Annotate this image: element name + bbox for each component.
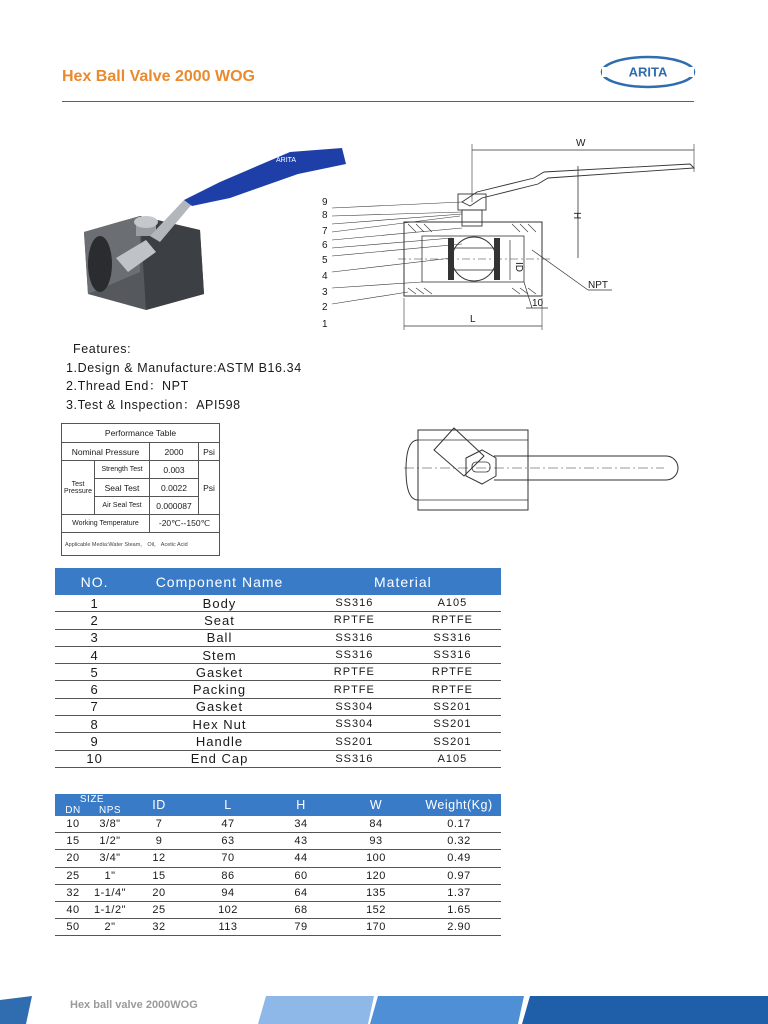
cell-l: 86 bbox=[189, 867, 267, 884]
cell-id: 7 bbox=[129, 816, 189, 833]
cell-weight: 1.65 bbox=[417, 901, 501, 918]
header-l: L bbox=[189, 794, 267, 816]
part-label-1: 1 bbox=[322, 319, 328, 330]
row-material-1: SS316 bbox=[305, 595, 404, 612]
row-material-1: SS304 bbox=[305, 698, 404, 715]
row-name: Ball bbox=[134, 629, 305, 646]
row-name: Stem bbox=[134, 646, 305, 663]
row-material-1: RPTFE bbox=[305, 681, 404, 698]
cell-nps: 1-1/4" bbox=[91, 884, 129, 901]
top-view-drawing bbox=[404, 420, 690, 520]
cell-id: 15 bbox=[129, 867, 189, 884]
handle-logo-text: ARITA bbox=[276, 157, 297, 164]
row-material-2: SS316 bbox=[404, 629, 501, 646]
table-row bbox=[55, 646, 501, 663]
table-row bbox=[55, 901, 501, 918]
cell-id: 32 bbox=[129, 919, 189, 936]
cell-dn: 32 bbox=[55, 884, 91, 901]
row-name: Hex Nut bbox=[134, 716, 305, 733]
cell-h: 68 bbox=[267, 901, 335, 918]
cell-l: 63 bbox=[189, 833, 267, 850]
cell-nps: 1" bbox=[91, 867, 129, 884]
row-no: 5 bbox=[55, 664, 134, 681]
row-material-2: A105 bbox=[404, 750, 501, 767]
cell-w: 170 bbox=[335, 919, 417, 936]
dim-w-label: W bbox=[576, 138, 586, 149]
cell-h: 44 bbox=[267, 850, 335, 867]
table-row bbox=[55, 681, 501, 698]
part-label-7: 7 bbox=[322, 226, 328, 237]
footer-text: Hex ball valve 2000WOG bbox=[70, 999, 198, 1011]
test-pressure-unit: Psi bbox=[199, 461, 220, 515]
header-h: H bbox=[267, 794, 335, 816]
performance-table bbox=[61, 423, 220, 556]
performance-title: Performance Table bbox=[62, 424, 220, 443]
table-row bbox=[55, 884, 501, 901]
features-block bbox=[66, 340, 302, 414]
header-weight: Weight(Kg) bbox=[417, 794, 501, 816]
dim-h-label: H bbox=[571, 212, 582, 220]
row-material-1: SS201 bbox=[305, 733, 404, 750]
cell-w: 93 bbox=[335, 833, 417, 850]
header-material: Material bbox=[305, 568, 501, 595]
row-no: 6 bbox=[55, 681, 134, 698]
npt-label: NPT bbox=[588, 280, 608, 291]
cell-weight: 1.37 bbox=[417, 884, 501, 901]
strength-test-label: Strength Test bbox=[95, 461, 150, 479]
cell-weight: 2.90 bbox=[417, 919, 501, 936]
part-label-5: 5 bbox=[322, 255, 328, 266]
seal-test-value: 0.0022 bbox=[150, 479, 199, 497]
part-label-2: 2 bbox=[322, 302, 328, 313]
cell-h: 79 bbox=[267, 919, 335, 936]
cell-nps: 2" bbox=[91, 919, 129, 936]
row-material-1: SS316 bbox=[305, 750, 404, 767]
cell-w: 135 bbox=[335, 884, 417, 901]
cell-h: 43 bbox=[267, 833, 335, 850]
applicable-media: Applicable Media:Water Steam， Oil， Acetic Acid bbox=[62, 533, 220, 556]
table-row bbox=[55, 750, 501, 767]
cell-dn: 20 bbox=[55, 850, 91, 867]
row-name: Packing bbox=[134, 681, 305, 698]
row-material-2: A105 bbox=[404, 595, 501, 612]
part-label-4: 4 bbox=[322, 271, 328, 282]
header-size: SIZE bbox=[55, 794, 129, 805]
part-label-9: 9 bbox=[322, 197, 328, 208]
dim-l-label: L bbox=[470, 314, 476, 325]
part-label-8: 8 bbox=[322, 210, 328, 221]
air-seal-test-label: Air Seal Test bbox=[95, 497, 150, 515]
cell-id: 12 bbox=[129, 850, 189, 867]
row-material-2: RPTFE bbox=[404, 664, 501, 681]
cell-nps: 3/8" bbox=[91, 816, 129, 833]
cell-w: 152 bbox=[335, 901, 417, 918]
cell-h: 34 bbox=[267, 816, 335, 833]
row-material-1: SS304 bbox=[305, 716, 404, 733]
nominal-pressure-value: 2000 bbox=[150, 443, 199, 461]
row-material-2: RPTFE bbox=[404, 681, 501, 698]
table-row bbox=[55, 698, 501, 715]
cross-section-drawing bbox=[312, 132, 714, 340]
table-row bbox=[55, 716, 501, 733]
row-material-1: SS316 bbox=[305, 646, 404, 663]
cell-dn: 40 bbox=[55, 901, 91, 918]
cell-w: 100 bbox=[335, 850, 417, 867]
cell-weight: 0.49 bbox=[417, 850, 501, 867]
header-w: W bbox=[335, 794, 417, 816]
cell-l: 70 bbox=[189, 850, 267, 867]
row-material-1: RPTFE bbox=[305, 612, 404, 629]
cell-w: 84 bbox=[335, 816, 417, 833]
cell-weight: 0.32 bbox=[417, 833, 501, 850]
row-no: 2 bbox=[55, 612, 134, 629]
logo-text: ARITA bbox=[628, 64, 668, 80]
page-title: Hex Ball Valve 2000 WOG bbox=[62, 68, 255, 85]
cell-id: 9 bbox=[129, 833, 189, 850]
row-no: 9 bbox=[55, 733, 134, 750]
row-name: Handle bbox=[134, 733, 305, 750]
table-row bbox=[55, 919, 501, 936]
cell-h: 60 bbox=[267, 867, 335, 884]
table-row bbox=[55, 733, 501, 750]
air-seal-test-value: 0.000087 bbox=[150, 497, 199, 515]
feature-item: 2.Thread End：NPT bbox=[66, 379, 189, 393]
row-no: 1 bbox=[55, 595, 134, 612]
cell-h: 64 bbox=[267, 884, 335, 901]
cell-dn: 10 bbox=[55, 816, 91, 833]
table-row bbox=[55, 867, 501, 884]
feature-item: 3.Test & Inspection：API598 bbox=[66, 397, 241, 412]
row-no: 8 bbox=[55, 716, 134, 733]
row-no: 3 bbox=[55, 629, 134, 646]
row-name: Gasket bbox=[134, 664, 305, 681]
table-row bbox=[55, 629, 501, 646]
part-label-3: 3 bbox=[322, 287, 328, 298]
row-material-2: RPTFE bbox=[404, 612, 501, 629]
header-nps: NPS bbox=[91, 805, 129, 816]
test-pressure-label: Test Pressure bbox=[62, 461, 95, 515]
cell-id: 25 bbox=[129, 901, 189, 918]
size-table bbox=[55, 794, 501, 936]
arita-logo bbox=[600, 54, 696, 90]
end-cap-label: 10 bbox=[532, 298, 544, 309]
row-material-1: SS316 bbox=[305, 629, 404, 646]
features-heading: Features: bbox=[73, 342, 132, 356]
header-component-name: Component Name bbox=[134, 568, 305, 595]
nominal-pressure-label: Nominal Pressure bbox=[62, 443, 150, 461]
cell-nps: 3/4" bbox=[91, 850, 129, 867]
feature-item: 1.Design & Manufacture:ASTM B16.34 bbox=[66, 360, 302, 375]
cell-dn: 50 bbox=[55, 919, 91, 936]
cell-dn: 25 bbox=[55, 867, 91, 884]
row-material-2: SS201 bbox=[404, 733, 501, 750]
row-no: 4 bbox=[55, 646, 134, 663]
cell-l: 113 bbox=[189, 919, 267, 936]
dim-id-label: ID bbox=[513, 262, 524, 272]
seal-test-label: Seal Test bbox=[95, 479, 150, 497]
table-row bbox=[55, 595, 501, 612]
row-name: Seat bbox=[134, 612, 305, 629]
component-table bbox=[55, 568, 501, 768]
row-material-2: SS201 bbox=[404, 698, 501, 715]
header-no: NO. bbox=[55, 568, 134, 595]
table-row bbox=[55, 850, 501, 867]
row-material-2: SS201 bbox=[404, 716, 501, 733]
nominal-pressure-unit: Psi bbox=[199, 443, 220, 461]
row-name: Gasket bbox=[134, 698, 305, 715]
table-row bbox=[55, 816, 501, 833]
cell-nps: 1/2" bbox=[91, 833, 129, 850]
working-temperature-label: Working Temperature bbox=[62, 515, 150, 533]
cell-l: 94 bbox=[189, 884, 267, 901]
cell-l: 47 bbox=[189, 816, 267, 833]
cell-w: 120 bbox=[335, 867, 417, 884]
cell-nps: 1-1/2" bbox=[91, 901, 129, 918]
valve-photo bbox=[80, 144, 350, 310]
header-id: ID bbox=[129, 794, 189, 816]
cell-dn: 15 bbox=[55, 833, 91, 850]
cell-l: 102 bbox=[189, 901, 267, 918]
table-row bbox=[55, 664, 501, 681]
table-row bbox=[55, 833, 501, 850]
table-row bbox=[55, 612, 501, 629]
row-material-1: RPTFE bbox=[305, 664, 404, 681]
row-no: 7 bbox=[55, 698, 134, 715]
header-divider bbox=[62, 101, 694, 102]
working-temperature-value: -20℃--150℃ bbox=[150, 515, 220, 533]
part-label-6: 6 bbox=[322, 240, 328, 251]
cell-weight: 0.17 bbox=[417, 816, 501, 833]
cell-id: 20 bbox=[129, 884, 189, 901]
strength-test-value: 0.003 bbox=[150, 461, 199, 479]
cell-weight: 0.97 bbox=[417, 867, 501, 884]
row-no: 10 bbox=[55, 750, 134, 767]
row-material-2: SS316 bbox=[404, 646, 501, 663]
row-name: End Cap bbox=[134, 750, 305, 767]
row-name: Body bbox=[134, 595, 305, 612]
header-dn: DN bbox=[55, 805, 91, 816]
